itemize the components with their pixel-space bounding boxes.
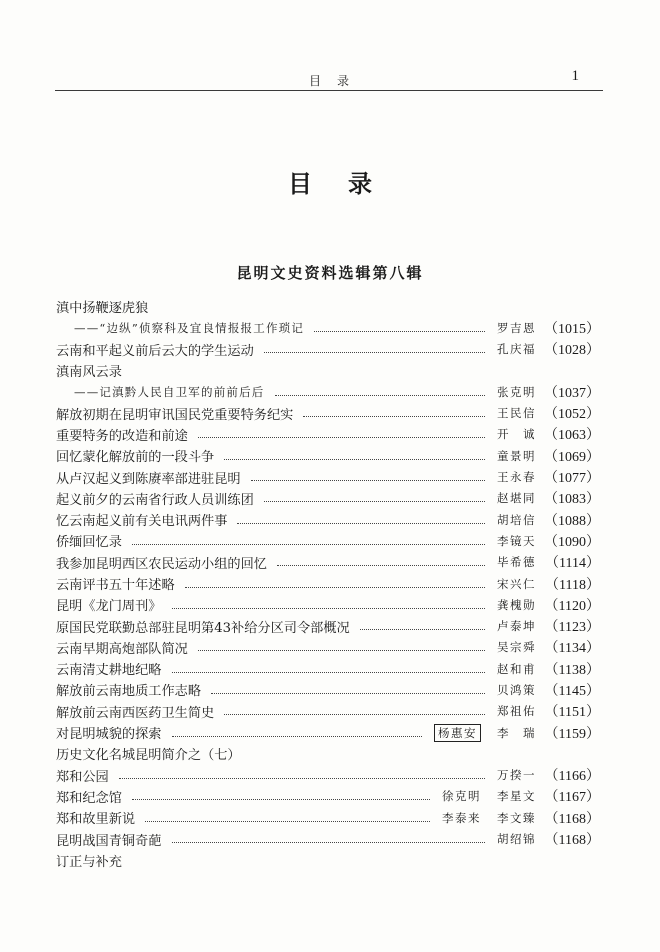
dot-leader xyxy=(132,798,430,800)
entry-title: 对昆明城貌的探索 xyxy=(56,727,162,743)
toc-entry xyxy=(56,424,600,445)
page-number: 1 xyxy=(571,68,579,84)
entry-page: （1159） xyxy=(544,726,600,742)
toc-entry xyxy=(56,722,600,743)
entry-title: 郑和故里新说 xyxy=(56,812,136,828)
entry-title: 云南评书五十年述略 xyxy=(56,578,175,593)
entry-author: 王永春 xyxy=(497,470,536,485)
dot-leader xyxy=(303,415,485,417)
entry-page: （1037） xyxy=(544,385,600,401)
dot-leader xyxy=(172,671,486,673)
dot-leader xyxy=(132,543,485,545)
entry-author: 万揆一 xyxy=(497,768,536,783)
toc-entry xyxy=(56,317,600,338)
entry-page: （1166） xyxy=(544,769,600,785)
entry-title: 忆云南起义前有关电讯两件事 xyxy=(56,514,228,530)
running-header xyxy=(55,66,603,91)
dot-leader xyxy=(314,330,485,332)
dot-leader xyxy=(237,522,485,524)
toc-entry xyxy=(56,360,600,381)
entry-title: 解放初期在昆明审讯国民党重要特务纪实 xyxy=(56,407,294,423)
entry-page: （1120） xyxy=(544,598,600,614)
table-of-contents xyxy=(56,296,600,871)
entry-author: 李镜天 xyxy=(497,533,536,548)
entry-page: （1090） xyxy=(544,534,600,550)
toc-entry xyxy=(56,466,600,487)
entry-page: （1138） xyxy=(544,662,600,678)
entry-title: ——记滇黔人民自卫军的前前后后 xyxy=(74,384,265,399)
entry-title: 侨缅回忆录 xyxy=(56,535,122,551)
entry-title: 回忆蒙化解放前的一段斗争 xyxy=(56,450,215,466)
toc-entry xyxy=(56,765,600,786)
entry-author: 龚槐勋 xyxy=(497,597,536,612)
dot-leader xyxy=(172,607,486,609)
entry-author: 王民信 xyxy=(497,406,536,421)
dot-leader xyxy=(360,628,485,630)
entry-author: 童景明 xyxy=(497,448,536,463)
dot-leader xyxy=(211,692,485,694)
dot-leader xyxy=(224,713,485,715)
entry-title: 滇南风云录 xyxy=(56,365,122,381)
toc-entry xyxy=(56,615,600,636)
entry-title: 解放前云南地质工作志略 xyxy=(56,684,202,700)
toc-entry xyxy=(56,658,600,679)
entry-page: （1083） xyxy=(544,492,600,508)
running-title: 目录 xyxy=(308,74,365,88)
entry-author: 张克明 xyxy=(497,384,536,399)
entry-author: 胡绍锦 xyxy=(497,832,536,847)
entry-title: 滇中扬鞭逐虎狼 xyxy=(56,301,149,317)
entry-author: 宋兴仁 xyxy=(497,576,536,591)
toc-entry xyxy=(56,402,600,423)
entry-page: （1088） xyxy=(544,513,600,529)
toc-entry xyxy=(56,552,600,573)
toc-entry xyxy=(56,573,600,594)
entry-page: （1063） xyxy=(544,428,600,444)
entry-author: 李 瑞 xyxy=(497,725,536,740)
toc-entry xyxy=(56,701,600,722)
entry-title: 昆明《龙门周刊》 xyxy=(56,599,162,615)
dot-leader xyxy=(119,777,485,779)
entry-title: 原国民党联勤总部驻昆明第43补给分区司令部概况 xyxy=(56,620,350,636)
entry-page: （1118） xyxy=(545,577,600,593)
entry-page: （1168） xyxy=(544,811,600,827)
entry-author: 徐克明 xyxy=(442,789,481,804)
entry-title: 郑和公园 xyxy=(56,769,109,785)
dot-leader xyxy=(277,564,485,566)
toc-entry xyxy=(56,679,600,700)
entry-page: （1077） xyxy=(544,471,600,487)
entry-title: 郑和纪念馆 xyxy=(56,790,122,806)
toc-entry xyxy=(56,594,600,615)
entry-page: （1114） xyxy=(545,556,600,572)
dot-leader xyxy=(275,394,486,396)
entry-author: 赵和甫 xyxy=(497,661,536,676)
entry-page: （1134） xyxy=(544,641,600,657)
entry-title: 解放前云南西医药卫生简史 xyxy=(56,705,215,721)
entry-page: （1015） xyxy=(544,321,600,337)
dot-leader xyxy=(198,436,485,438)
toc-entry xyxy=(56,296,600,317)
entry-title: 历史文化名城昆明简介之（七） xyxy=(56,748,241,764)
entry-title: ——“边纵”侦察科及宜良情报报工作琐记 xyxy=(74,320,305,335)
toc-entry xyxy=(56,828,600,849)
entry-author: 开 诚 xyxy=(497,427,536,442)
entry-author: 孔庆福 xyxy=(497,342,536,357)
dot-leader xyxy=(264,500,485,502)
volume-title: 昆明文史资料选辑第八辑 xyxy=(236,264,424,282)
toc-entry xyxy=(56,807,600,828)
toc-entry xyxy=(56,488,600,509)
entry-title: 云南清丈耕地纪略 xyxy=(56,663,162,679)
entry-author: 卢泰坤 xyxy=(497,619,536,634)
toc-entry xyxy=(56,786,600,807)
toc-entry xyxy=(56,339,600,360)
entry-page: （1069） xyxy=(544,449,600,465)
entry-title: 云南和平起义前后云大的学生运动 xyxy=(56,343,254,359)
entry-page: （1052） xyxy=(544,407,600,423)
entry-page: （1151） xyxy=(544,705,600,721)
entry-title: 重要特务的改造和前途 xyxy=(56,428,188,444)
toc-entry xyxy=(56,445,600,466)
dot-leader xyxy=(198,649,485,651)
entry-page: （1168） xyxy=(544,833,600,849)
entry-page: （1167） xyxy=(544,790,600,806)
entry-author: 毕希德 xyxy=(497,555,536,570)
page-title: 目录 xyxy=(288,169,408,198)
dot-leader xyxy=(185,586,485,588)
dot-leader xyxy=(264,351,485,353)
toc-entry xyxy=(56,850,600,871)
entry-author: 胡培信 xyxy=(497,512,536,527)
toc-entry xyxy=(56,530,600,551)
dot-leader xyxy=(172,841,486,843)
entry-author: 吴宗舜 xyxy=(497,640,536,655)
entry-page: （1123） xyxy=(544,620,600,636)
toc-entry xyxy=(56,509,600,530)
entry-author: 杨惠安 xyxy=(434,724,481,742)
dot-leader xyxy=(251,479,485,481)
dot-leader xyxy=(224,458,485,460)
entry-page: （1028） xyxy=(544,343,600,359)
entry-title: 昆明战国青铜奇葩 xyxy=(56,833,162,849)
entry-title: 我参加昆明西区农民运动小组的回忆 xyxy=(56,556,267,572)
toc-entry xyxy=(56,381,600,402)
entry-author: 李文臻 xyxy=(497,810,536,825)
dot-leader xyxy=(172,735,423,737)
entry-title: 从卢汉起义到陈赓率部进驻昆明 xyxy=(56,471,241,487)
entry-author: 郑祖佑 xyxy=(497,704,536,719)
toc-entry xyxy=(56,637,600,658)
entry-title: 订正与补充 xyxy=(56,854,122,870)
entry-title: 起义前夕的云南省行政人员训练团 xyxy=(56,492,254,508)
entry-page: （1145） xyxy=(544,683,600,699)
entry-author: 李泰来 xyxy=(442,810,481,825)
toc-entry xyxy=(56,743,600,764)
entry-author: 李星文 xyxy=(497,789,536,804)
entry-author: 贝鸿策 xyxy=(497,682,536,697)
entry-author: 赵堪同 xyxy=(497,491,536,506)
entry-author: 罗吉恩 xyxy=(497,320,536,335)
dot-leader xyxy=(145,820,430,822)
entry-title: 云南早期高炮部队简况 xyxy=(56,641,188,657)
